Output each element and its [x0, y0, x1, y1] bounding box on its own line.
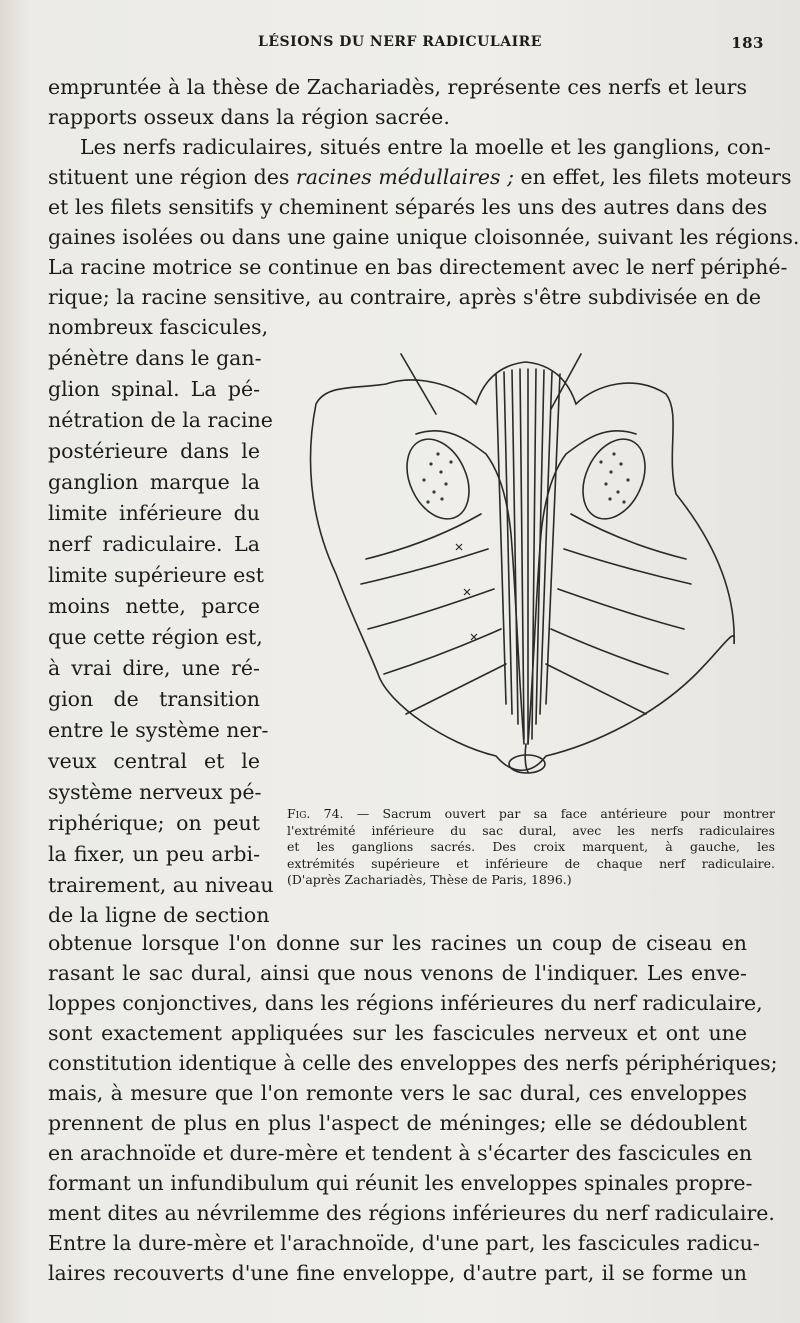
caption-line	[287, 806, 775, 823]
text-line: nombreux fascicules,	[48, 315, 269, 339]
text-line: rique; la racine sensitive, au contraire, après s'être subdivisée en de	[48, 285, 762, 309]
text-line: mais, à mesure que l'on remonte vers le sac dural, ces enveloppes	[48, 1081, 747, 1105]
text-line: de la ligne de section	[48, 903, 270, 927]
text-line: Entre la dure-mère et l'arachnoïde, d'une part, les fascicules radicu-	[48, 1231, 760, 1255]
page-number: 183	[731, 34, 764, 52]
figure-label: Fig. 74.	[287, 806, 344, 821]
text-line: ganglion marque la	[48, 470, 260, 494]
text-line: rasant le sac dural, ainsi que nous venons de l'indiquer. Les enve-	[48, 961, 747, 985]
text-line: formant un infundibulum qui réunit les enveloppes spinales propre-	[48, 1171, 753, 1195]
caption-line: (D'après Zachariadès, Thèse de Paris, 1896.)	[287, 872, 572, 887]
text-line: riphérique; on peut	[48, 811, 260, 835]
text-line: à vrai dire, une ré-	[48, 656, 260, 680]
caption-line: extrémités supérieure et inférieure de chaque nerf radiculaire.	[287, 855, 775, 871]
sacrum-figure	[296, 344, 756, 792]
text-line: glion spinal. La pé-	[48, 377, 260, 401]
text-line: loppes conjonctives, dans les régions inférieures du nerf radiculaire,	[48, 991, 763, 1015]
text-line: gion de transition	[48, 687, 260, 711]
text-line: moins nette, parce	[48, 594, 260, 618]
caption-line: et les ganglions sacrés. Des croix marquent, à gauche, les	[287, 839, 775, 854]
text-line: rapports osseux dans la région sacrée.	[48, 105, 450, 129]
text-line: laires recouverts d'une fine enveloppe, d'autre part, il se forme un	[48, 1261, 747, 1285]
running-title: LÉSIONS DU NERF RADICULAIRE	[258, 34, 542, 50]
caption-text: — Sacrum ouvert par sa face antérieure pour montrer	[356, 806, 775, 821]
caption-line: l'extrémité inférieure du sac dural, avec les nerfs radiculaires	[287, 822, 775, 838]
text-line: Les nerfs radiculaires, situés entre la moelle et les ganglions, con-	[80, 135, 771, 159]
italic-term: racines médullaires ;	[295, 165, 514, 189]
text-line: que cette région est,	[48, 625, 263, 649]
text-line: trairement, au niveau	[48, 873, 274, 897]
text-line: et les filets sensitifs y cheminent séparés les uns des autres dans des	[48, 195, 768, 219]
running-header	[0, 34, 800, 56]
text-line: La racine motrice se continue en bas directement avec le nerf périphé-	[48, 255, 788, 279]
text-line: postérieure dans le	[48, 439, 260, 463]
text-line: ment dites au névrilemme des régions inférieures du nerf radiculaire.	[48, 1201, 775, 1225]
text-line: empruntée à la thèse de Zachariadès, représente ces nerfs et leurs	[48, 75, 747, 99]
text-span: stituent une région des	[48, 165, 290, 189]
text-line: en arachnoïde et dure-mère et tendent à s'écarter des fascicules en	[48, 1141, 753, 1165]
text-line: la fixer, un peu arbi-	[48, 842, 260, 866]
text-span: en effet, les filets moteurs	[520, 165, 792, 189]
text-line: nerf radiculaire. La	[48, 532, 260, 556]
text-line: entre le système ner-	[48, 718, 269, 742]
text-line: limite inférieure du	[48, 501, 260, 525]
text-line: gaines isolées ou dans une gaine unique cloisonnée, suivant les régions.	[48, 225, 800, 249]
text-line: sont exactement appliquées sur les fascicules nerveux et ont une	[48, 1021, 747, 1045]
text-line: pénètre dans le gan-	[48, 346, 262, 370]
text-line: prennent de plus en plus l'aspect de méninges; elle se dédoublent	[48, 1111, 747, 1135]
text-line: veux central et le	[48, 749, 260, 773]
text-line: système nerveux pé-	[48, 780, 262, 804]
text-line: constitution identique à celle des enveloppes des nerfs périphériques;	[48, 1051, 778, 1075]
text-line-mixed	[48, 162, 792, 192]
figure-caption	[287, 806, 775, 889]
text-line: nétration de la racine	[48, 408, 273, 432]
text-line: obtenue lorsque l'on donne sur les racines un coup de ciseau en	[48, 931, 747, 955]
text-line: limite supérieure est	[48, 563, 265, 587]
